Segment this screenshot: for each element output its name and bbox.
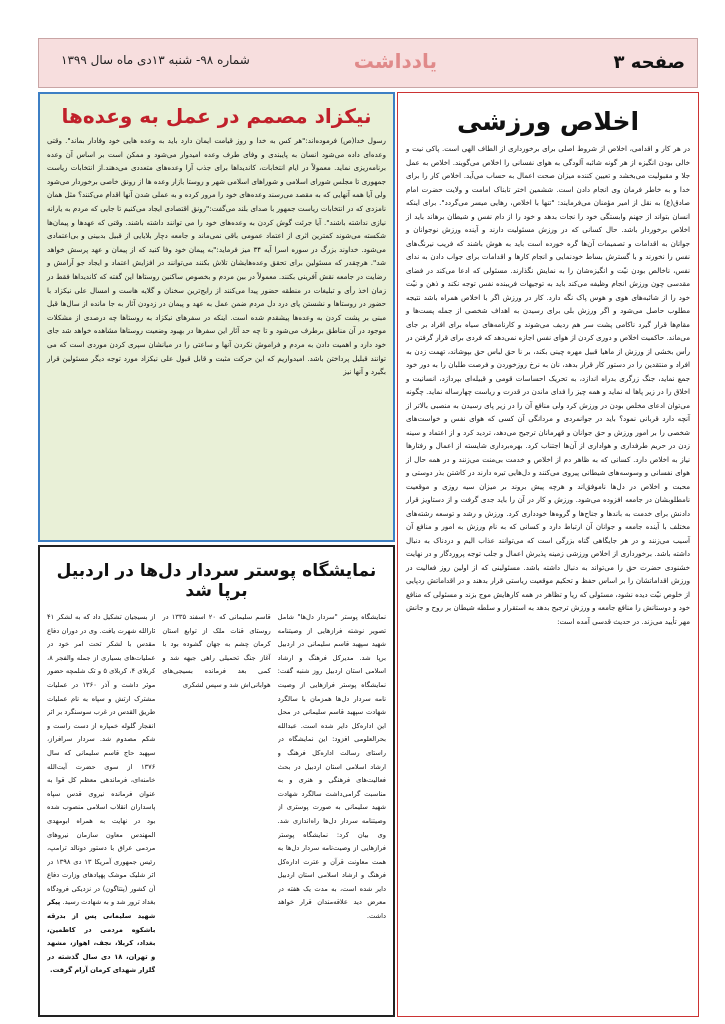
right-article-title: اخلاص ورزشی [456, 107, 640, 136]
issue-info: شماره ۹۸- شنبه ۱۳دی ماه سال ۱۳۹۹ [61, 53, 250, 67]
bottom-article-col-2-text: قاسم سلیمانی که ۲۰ اسفند ۱۳۳۵ در روستای قنات ملک از توابع استان کرمان چشم به جهان گشوده بود با آغاز جنگ تحمیلی راهی جبهه شد و کمی بعد فرمانده بسیجی‌های هوابانی‌اش شد و سپس لشکری [162, 613, 271, 689]
bottom-article-columns [47, 611, 386, 1001]
top-article [38, 92, 395, 542]
right-article [397, 92, 699, 1017]
top-article-body: رسول خدا(ص) فرموده‌اند:"هر کس به خدا و روز قیامت ایمان دارد باید به وعده هایی خود وفادار بماند". وقتی وعده‌ای داده می‌شود انسان به پایبندی و وفای طرف وعده امیدوار می‌شود و ممکن است بر اساس آن وعده برنامه‌ریزی نماید. معمولاً در ایام انتخابات، کاندیداها برای جذب آرا وعده‌های متعددی می‌دهند.از انتخابات ریاست جمهوری تا مجلس شورای اسلامی و شوراهای اسلامی شهر و روستا بازار وعده ها از رونق خاصی برخوردار می‌شود ولی آیا همه آنهایی که به مقصد می‌رسند وعده‌های خود را مرور کرده و به عملی شدن آنها اقدام می‌کنند؟ مثل همان نامزدی که در انتخابات ریاست جمهور با صدای بلند می‌گفت:"رونق اقتصادی ایجاد می‌کنیم تا جایی که مردم به یارانه نیازی نداشته باشند". آیا جرئت گوش کردن به وعده‌های خود را می‌ توانند داشته باشند. وقتی که عهدها و پیمان‌ها شکسته می‌شوند کمترین اثری از اعتماد عمومی باقی نمی‌ماند و جامعه دچار بلایایی از قبیل بدبینی و بی‌اعتمادی می‌شود. خداوند بزرگ در سوره اسرا آیه ۳۴ میز فرماید:"به پیمان خود وفا کنید که از پیمان و عهد پرسش خواهد شد". هرچقدر که مسئولین برای تحقق وعده‌هایشان تلاش بکنند می‌توانند در افزایش اعتماد و ایجاد جو آرامش و رضایت در جامعه نقش آفرینی بکنند. معمولاً در بین مردم و بخصوص ساکنین روستاها این گفته که کاندیداها فقط در زمان اخذ رأی و تبلیغات در منطقه حضور پیدا می‌کنند از رایج‌ترین سخنان و گلایه هاست و امسال علی نیکزاد با حضور در روستاها و نشستن پای درد دل مردم ضمن عمل به عهد و پیمان در زدودن آثار به جا مانده از سال‌ها قبل مبنی بر پشت کردن به وعده‌ها پیشقدم شده است. اینکه در سفرهای نیکزاد به روستاها چه درصدی از مشکلات موجود در آن مناطق برطرف می‌شود و تا چه حد آثار این سفرها در بهبود وضعیت روستاها مشاهده خواهد شد جای خود دارد و اهمیت دادن به مردم و فراموش نکردن آنها و ساعتی را در میانشان سپری کردن موردی است که می توانند قبلیل پرداختن باشد. امیدواریم که این حرکت مثبت و قابل قبول علی نیکزاد مورد توجه دیگر مسئولین قرار بگیرد و آنها نیز [47, 136, 386, 377]
right-article-body: در هر کار و اقدامی، اخلاص از شروط اصلی برای برخورداری از الطاف الهی است. پاکی نیت و خالی بودن انگیزه از هر گونه شائبه آلودگی به هوای نفسانی را اخلاص می‌گویند. اخلاص به عمل جلا و مقبولیت می‌بخشد و تعیین کننده میزان صحت اعمال به حساب می‌آید. اخلاص کار را برای خدا و به خاطر فرمان وی انجام دادن است. ششمین اختر تابناک امامت و ولایت حضرت امام صادق(ع) به نقل از امیر مؤمنان می‌فرمایند: "تنها با اخلاص، رهایی میسر می‌گردد". برای اینکه انسان بتواند از جهنم وابستگی خود را نجات بدهد و خود را از دام نفس و شیطان برهاند باید از اخلاص برخوردار باشد. حال کسانی که در ورزش مسئولیت دارند و آینده ورزش نوجوانان و جوانان به اقدامات و تصمیمات آن‌ها گره خورده است باید به هوش باشند که فریب نیرنگ‌های نفس را نخورند و با گسترش بساط خودنمایی و انجام کارها و اقدامات برای جواب دادن به ندای نفس، ناخالص بودن نیّت و انگیزه‌شان را به نمایش نگذارند. مسئولی که ادعا می‌کند در فضای مقدسی چون ورزش انجام وظیفه می‌کند باید به توجیهات فریبنده نفس توجه نکند و ذهن و نیّت خود را از شائبه‌های هوی و هوس پاک نگه دارد. کار در ورزش اگر با اخلاص همراه باشد نتیجه مطلوب حاصل می‌شود و اگر ورزش بلی برای رسیدن به اهداف شخصی از جمله پست‌ها و مقام‌ها قرار گیرد ناکامی پشت سر هم ردیف می‌شوند و کارنامه‌های سیاه برای افراد بر جای می‌ماند. حاکمیت اخلاص و دوری کردن از هوای نفس اجازه نمی‌دهد که فردی برای قرار گرفتن در رأس بخشی از ورزش از ماهیا قبیل مهره چینی بکند، بر نا حق لباس حق بپوشاند، تهمت زدن به افراد و منتقدین را در دستور کار قرار بدهد، نان به نرخ روزخوردن و فرصت طلبان را به دور خود جمع نماید، جنگ زرگری بدراه اندازد، به تحریک احساسات قومی و قبیله‌ای بپردازد، انسانیت و اخلاق را در زیر پاها له نماید و همه چیز را فدای ماندن در قدرت و ریاست چهارساله نماید. چگونه می‌توان ادعای مخلص بودن در ورزش کرد ولی منافع آن را در زیر پای رسیدن به منصبی بالاتر از آنچه دارد قربانی نمود؟ باید در جوانمردی و مردانگی آن کسی که هوای نفس و خواست‌های شخصی را بر امور ورزش و حق جوانان و قهرمانان ترجیح می‌دهد، تردید کرد و از اعتماد و سینه زدن در حریم طرفداری و هواداری از آن‌ها اجتناب کرد. بهره‌برداری شایسته از اعمال و رفتارها نیاز به اخلاص دارد. کسانی که به ظاهر دم از اخلاص و خدمت بی‌منت می‌زنند و در همه حال از هوای نفسانی و وسوسه‌های شیطانی پیروی می‌کنند و دل‌هایی تیره دارند در کاشتن بذر دوستی و محبت و اخلاص در دل‌ها ناموفق‌اند و هرچه پیش بروند بر میزان سیه روزی و موقعیت نامطلوبشان در جامعه افزوده می‌شود. ورزش و کار در آن را باید جدی گرفت و از دستاویز قرار دادنش برای خدمت به باندها و جناح‌ها و گروه‌ها خودداری کرد. ورزش و رشد و توسعه رشته‌های مختلف با آینده جامعه و جوانان آن ارتباط دارد و کسانی که به نام ورزش به امور و منافع آن آسیب می‌زنند و در هر جایگاهی گناه بزرگی است که می‌توانند عذاب الیم و دردناک به دنبال داشته باشد. برخورداری از اخلاص ورزشی زمینه پذیرش اعمال و جلب توجه پروردگار و در نهایت خشنودی حضرت حق را می‌تواند به دنبال داشته باشد. مسئولینی که از اولین روز فعالیت در ورزش اقداماتشان را بر اساس حفظ و تحکیم موقعیت ریاستی قرار بدهند و در اقداماتش ردپایی از خلوص نیّت دیده نشود، مسئولی که ریا و تظاهر در همه کارهایش موج بزند و مسئولی که منافع خود و دوستانش را منافع جامعه و ورزش ترجیح بدهد به استقرار و سلطه شیطان بر روح و جانش مهر تأیید می‌زند. در حدیث قدسی آمده است: [406, 144, 690, 626]
section-title: یادداشت [353, 49, 437, 73]
bottom-article-col-3-text: از بسیجیان تشکیل داد که به لشکر ۴۱ ثارالله شهرت یافت. وی در دوران دفاع مقدس با لشکر تحت امر خود در عملیات‌های بسیاری از جمله والفجر ۸، کربلای ۴، کربلای ۵ و تک شلمچه حضور موثر داشت و آذر ۱۳۶۰ در عملیات مشترک ارتش و سپاه به نام عملیات طریق القدس در غرب سوسنگرد بر اثر انفجار گلوله خمپاره از دست راست و شکم مصدوم شد. سردار سرافراز، سپهبد حاج قاسم سلیمانی که سال ۱۳۷۶ از سوی حضرت آیت‌الله خامنه‌ای، فرماندهی معظم کل قوا به عنوان فرمانده نیروی قدس سپاه پاسداران انقلاب اسلامی منصوب شده بود در نهایت به همراه ابومهدی المهندس معاون سازمان نیروهای مردمی عراق با دستور دونالد ترامپ، رئیس جمهوری آمریکا ۱۳ دی ۱۳۹۸ در اثر شلیک موشک پهپادهای وزارت دفاع آن کشور (پنتاگون) در نزدیکی فرودگاه بغداد ترور شد و به شهادت رسید. [47, 613, 156, 907]
bottom-article [38, 545, 395, 1017]
bottom-article-col-3 [47, 611, 155, 1001]
bottom-article-col-1: نمایشگاه پوستر "سردار دل‌ها" شامل تصویر نوشته فرازهایی از وصیتنامه شهید سپهبد قاسم سلیمانی در اردبیل برپا شد. مدیرکل فرهنگ و ارشاد اسلامی استان اردبیل روز شنبه گفت: نمایشگاه پوستر فرازهایی از وصیت نامه سردار دل‌ها همزمان با سالگرد شهادت سپهبد قاسم سلیمانی در محل این اداره‌کل دایر شده است. عبدالله بحرالعلومی افزود: این نمایشگاه در راستای رسالت اداره‌کل فرهنگ و ارشاد اسلامی استان اردبیل در بحث فعالیت‌های فرهنگی و هنری و به مناسبت گرامی‌داشت سالگرد شهادت شهید سلیمانی به صورت پوستری از وصیتنامه سردار دل‌ها راه‌اندازی شد. وی بیان کرد: نمایشگاه پوستر فرازهایی از وصیت‌نامه سردار دل‌ها به همت معاونت قرآن و عترت اداره‌کل فرهنگ و ارشاد اسلامی استان اردبیل دایر شده است، به مدت یک هفته در معرض دید علاقه‌مندان قرار خواهد داشت. [277, 613, 386, 921]
page-number: صفحه ۳ [613, 52, 685, 73]
page-header [38, 38, 698, 88]
bottom-article-title: نمایشگاه پوستر سردار دل‌ها در اردبیل برپا شد [56, 561, 377, 601]
bottom-article-col-3-bold: پیکر شهید سلیمانی پس از بدرقه باشکوه مردمی در کاظمین، بغداد، کربلا، نجف، اهواز، مشهد و تهران، ۱۸ دی سال گذشته در گلزار شهدای کرمان آرام گرفت. [47, 898, 156, 975]
top-article-title: نیکزاد مصمم در عمل به وعده‌ها [61, 104, 372, 128]
bottom-article-col-2 [162, 611, 270, 1001]
